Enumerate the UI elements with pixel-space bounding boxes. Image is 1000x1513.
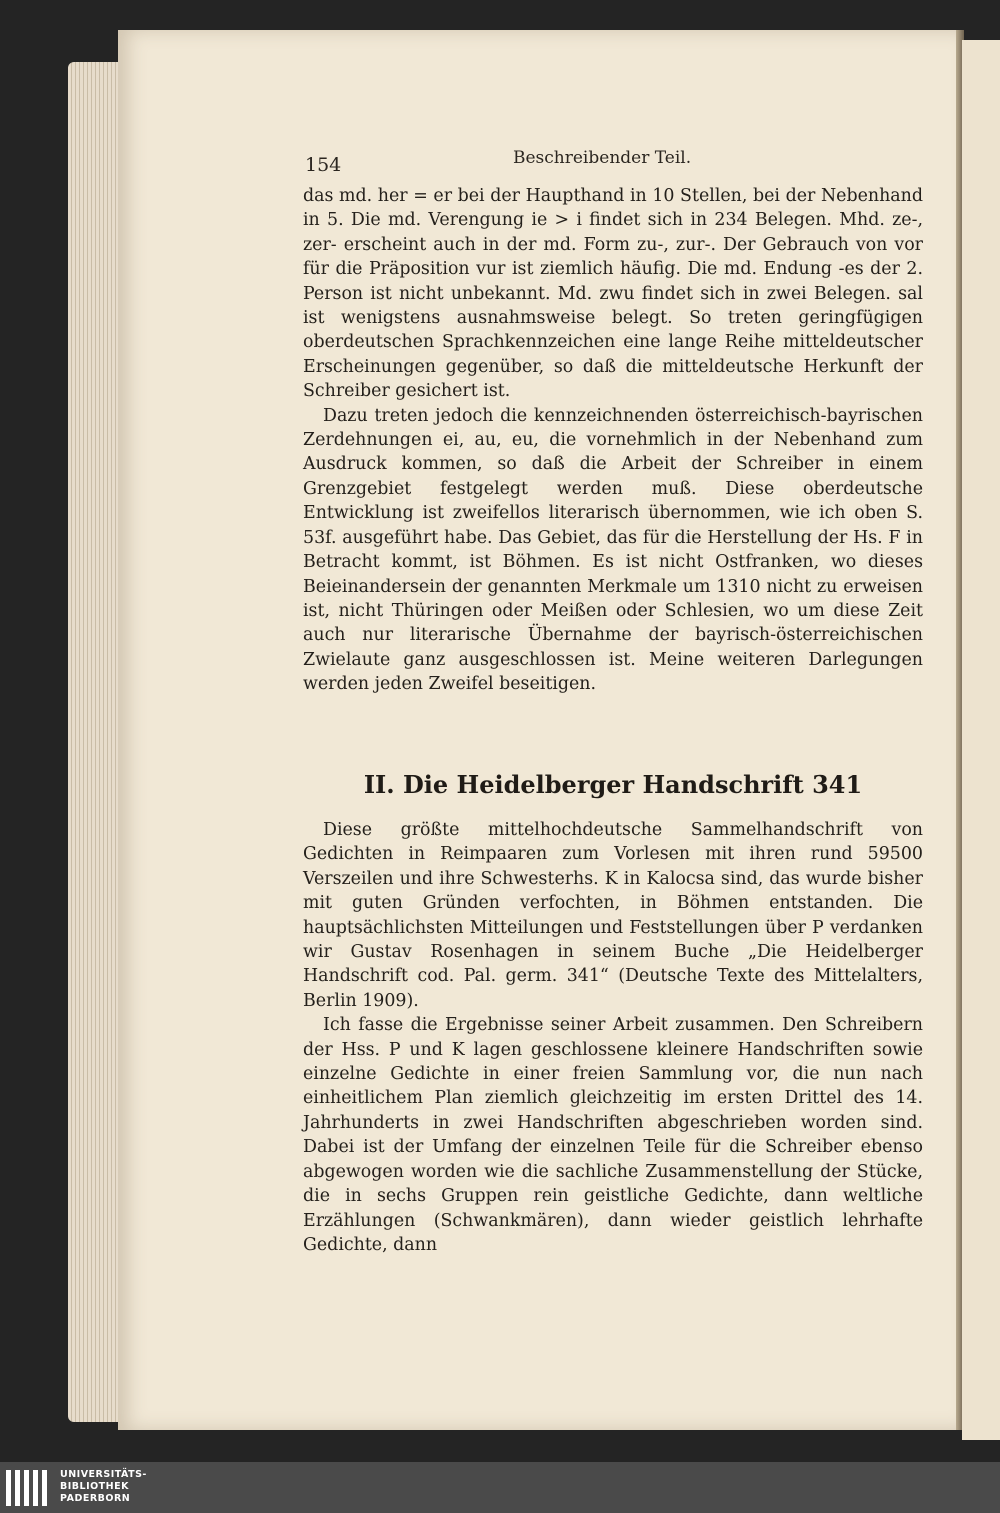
body-text-top bbox=[303, 184, 923, 697]
logo-line: UNIVERSITÄTS- bbox=[60, 1469, 147, 1480]
body-text-bottom bbox=[303, 818, 923, 1257]
running-head bbox=[305, 148, 923, 178]
library-footer-bar bbox=[0, 1462, 1000, 1513]
logo-line: BIBLIOTHEK bbox=[60, 1481, 129, 1492]
running-head-title: Beschreibender Teil. bbox=[513, 148, 692, 168]
paragraph: Ich fasse die Ergebnisse seiner Arbeit zusammen. Den Schreibern der Hss. P und K lagen geschlossene kleinere Handschriften sowie einzelne Gedichte in einer freien Sammlung vor, die nun nach einheitlichem Plan ziemlich gleichzeitig im ersten Drittel des 14. Jahrhunderts in zwei Handschriften abgeschrieben worden sind. Dabei ist der Umfang der einzelnen Teile für die Schreiber ebenso abgewogen worden wie die sachliche Zusammenstellung der Stücke, die in sechs Gruppen rein geistliche Gedichte, dann weltliche Erzählungen (Schwankmären), dann wieder geistlich lehrhafte Gedichte, dann bbox=[303, 1015, 923, 1255]
page-number: 154 bbox=[305, 154, 342, 176]
library-logo-icon bbox=[6, 1470, 52, 1506]
logo-line: PADERBORN bbox=[60, 1493, 131, 1504]
paragraph: das md. her = er bei der Haupthand in 10 Stellen, bei der Nebenhand in 5. Die md. Verengung ie > i findet sich in 234 Belegen. Mhd. ze-, zer- erscheint auch in der md. Form zu-, zur-. Der Gebrauch von vor für die Präposition vur ist ziemlich häufig. Die md. Endung -es der 2. Person ist nicht unbekannt. Md. zwu findet sich in zwei Belegen. sal ist wenigstens ausnahmsweise belegt. So treten geringfügigen oberdeutschen Sprachkennzeichen eine lange Reihe mitteldeutscher Erscheinungen gegenüber, so daß die mitteldeutsche Herkunft der Schreiber gesichert ist. bbox=[303, 186, 923, 402]
library-logo-text bbox=[60, 1469, 147, 1505]
paragraph: Dazu treten jedoch die kennzeichnenden österreichisch-bayrischen Zerdehnungen ei, au, eu, die vornehmlich in der Nebenhand zum Ausdruck kommen, so daß die Arbeit der Schreiber in einem Grenzgebiet festgelegt werden muß. Diese oberdeutsche Entwicklung ist zweifellos literarisch übernommen, wie ich oben S. 53f. ausgeführt habe. Das Gebiet, das für die Herstellung der Hs. F in Betracht kommt, ist Böhmen. Es ist nicht Ostfranken, wo dieses Beieinandersein der genannten Merkmale um 1310 nicht zu erweisen ist, nicht Thüringen oder Meißen oder Schlesien, wo um diese Zeit auch nur literarische Übernahme der bayrisch-österreichischen Zwielaute ganz ausgeschlossen ist. Meine weiteren Darlegungen werden jeden Zweifel beseitigen. bbox=[303, 405, 923, 695]
section-heading: II. Die Heidelberger Handschrift 341 bbox=[363, 770, 863, 799]
facing-page-edge bbox=[962, 40, 1000, 1440]
paragraph: Diese größte mittelhochdeutsche Sammelhandschrift von Gedichten in Reimpaaren zum Vorlesen mit ihren rund 59500 Verszeilen und ihre Schwesterhs. K in Kalocsa sind, das wurde bisher mit guten Gründen verfochten, in Böhmen entstanden. Die hauptsächlichsten Mitteilungen und Feststellungen über P verdanken wir Gustav Rosenhagen in seinem Buche „Die Heidelberger Handschrift cod. Pal. germ. 341“ (Deutsche Texte des Mittelalters, Berlin 1909). bbox=[303, 820, 923, 1011]
